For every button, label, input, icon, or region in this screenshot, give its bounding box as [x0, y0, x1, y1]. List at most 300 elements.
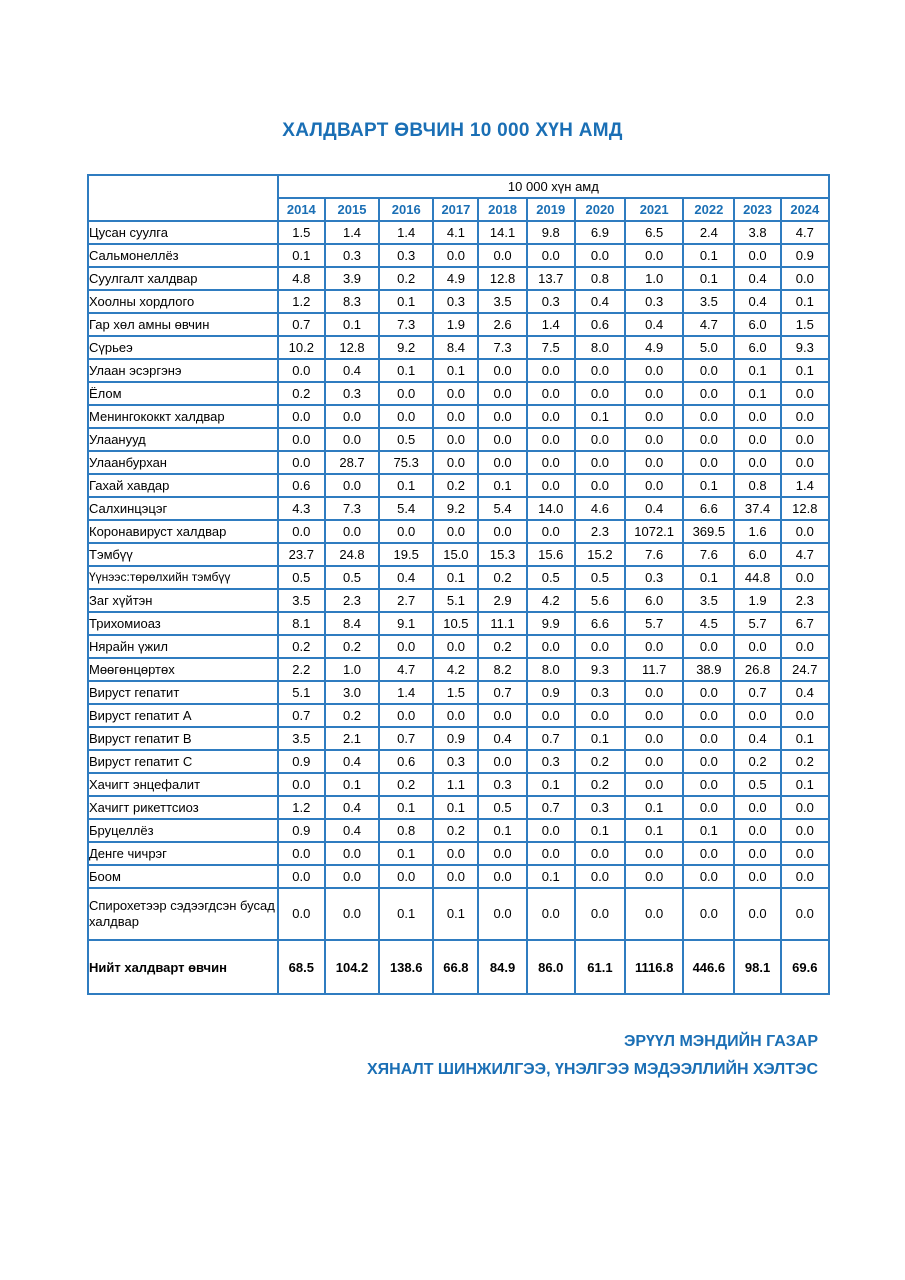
- rate-cell-2022: 0.1: [684, 820, 735, 843]
- rate-cell-2014: 0.7: [279, 705, 326, 728]
- rate-cell-2016: 0.1: [380, 360, 434, 383]
- rate-cell-2014: 0.0: [279, 866, 326, 889]
- rate-cell-2016: 0.7: [380, 728, 434, 751]
- rate-cell-2021: 0.0: [626, 774, 684, 797]
- table-row: [89, 475, 830, 498]
- rate-cell-2016: 0.8: [380, 820, 434, 843]
- rate-cell-2016: 5.4: [380, 498, 434, 521]
- rate-cell-2017: 4.1: [434, 222, 479, 245]
- rate-cell-2020: 6.9: [576, 222, 626, 245]
- rate-cell-2019: 0.0: [528, 475, 576, 498]
- rate-cell-2017: 5.1: [434, 590, 479, 613]
- year-header-2023: 2023: [735, 199, 781, 222]
- rate-cell-2018: 3.5: [479, 291, 527, 314]
- rate-cell-2023: 0.0: [735, 406, 781, 429]
- table-row: [89, 245, 830, 268]
- table-row: [89, 567, 830, 590]
- rate-cell-2024: 0.0: [782, 567, 830, 590]
- rate-cell-2016: 0.0: [380, 406, 434, 429]
- rate-cell-2021: 0.1: [626, 797, 684, 820]
- rate-cell-2024: 0.0: [782, 866, 830, 889]
- rate-cell-2020: 0.5: [576, 567, 626, 590]
- table-row: [89, 866, 830, 889]
- rate-cell-2023: 37.4: [735, 498, 781, 521]
- rate-cell-2022: 4.5: [684, 613, 735, 636]
- rate-cell-2016: 0.1: [380, 889, 434, 941]
- rate-cell-2014: 0.0: [279, 360, 326, 383]
- rate-cell-2018: 0.0: [479, 521, 527, 544]
- rate-cell-2019: 0.9: [528, 682, 576, 705]
- rate-cell-2019: 0.0: [528, 521, 576, 544]
- year-header-2018: 2018: [479, 199, 527, 222]
- footer-department: ЭРҮҮЛ МЭНДИЙН ГАЗАР: [623, 1033, 818, 1050]
- table-row: [89, 360, 830, 383]
- rate-cell-2022: 0.0: [684, 774, 735, 797]
- rate-cell-2020: 0.0: [576, 705, 626, 728]
- rate-cell-2020: 2.3: [576, 521, 626, 544]
- rate-cell-2022: 7.6: [684, 544, 735, 567]
- rate-cell-2019: 15.6: [528, 544, 576, 567]
- year-header-2014: 2014: [279, 199, 326, 222]
- rate-cell-2022: 2.4: [684, 222, 735, 245]
- rate-cell-2018: 12.8: [479, 268, 527, 291]
- rate-cell-2014: 1.5: [279, 222, 326, 245]
- rate-cell-2014: 0.1: [279, 245, 326, 268]
- rate-cell-2015: 1.0: [326, 659, 380, 682]
- rate-cell-2014: 23.7: [279, 544, 326, 567]
- rate-cell-2019: 0.5: [528, 567, 576, 590]
- rate-cell-2019: 0.0: [528, 705, 576, 728]
- disease-name: Вируст гепатит В: [89, 728, 279, 751]
- rate-cell-2015: 0.0: [326, 843, 380, 866]
- rate-cell-2015: 2.1: [326, 728, 380, 751]
- rate-cell-2018: 0.2: [479, 567, 527, 590]
- rate-cell-2023: 6.0: [735, 337, 781, 360]
- rate-cell-2014: 0.0: [279, 521, 326, 544]
- rate-cell-2023: 0.0: [735, 452, 781, 475]
- rate-cell-2015: 0.4: [326, 820, 380, 843]
- rate-cell-2018: 0.0: [479, 360, 527, 383]
- rate-cell-2014: 68.5: [279, 941, 326, 995]
- disease-name: Коронавируст халдвар: [89, 521, 279, 544]
- rate-cell-2017: 0.0: [434, 383, 479, 406]
- rate-cell-2019: 9.8: [528, 222, 576, 245]
- rate-cell-2018: 11.1: [479, 613, 527, 636]
- rate-cell-2023: 3.8: [735, 222, 781, 245]
- rate-cell-2024: 0.1: [782, 360, 830, 383]
- rate-cell-2018: 0.3: [479, 774, 527, 797]
- rate-cell-2016: 0.0: [380, 866, 434, 889]
- rate-cell-2022: 0.0: [684, 751, 735, 774]
- rate-cell-2015: 0.4: [326, 360, 380, 383]
- rate-cell-2019: 13.7: [528, 268, 576, 291]
- disease-name: Цусан суулга: [89, 222, 279, 245]
- rate-cell-2018: 0.0: [479, 751, 527, 774]
- rate-cell-2024: 0.0: [782, 429, 830, 452]
- rate-cell-2021: 1116.8: [626, 941, 684, 995]
- rate-cell-2021: 0.0: [626, 751, 684, 774]
- disease-name: Салхинцэцэг: [89, 498, 279, 521]
- year-header-2024: 2024: [782, 199, 830, 222]
- rate-cell-2018: 0.5: [479, 797, 527, 820]
- rate-cell-2023: 98.1: [735, 941, 781, 995]
- rate-cell-2022: 5.0: [684, 337, 735, 360]
- rate-cell-2020: 0.0: [576, 360, 626, 383]
- rate-cell-2015: 0.4: [326, 751, 380, 774]
- rate-cell-2014: 1.2: [279, 797, 326, 820]
- rate-cell-2021: 0.0: [626, 360, 684, 383]
- rate-cell-2017: 0.2: [434, 475, 479, 498]
- rate-cell-2016: 1.4: [380, 682, 434, 705]
- rate-cell-2023: 5.7: [735, 613, 781, 636]
- rate-cell-2014: 0.0: [279, 406, 326, 429]
- rate-cell-2024: 0.0: [782, 636, 830, 659]
- rate-cell-2021: 0.0: [626, 245, 684, 268]
- rate-cell-2018: 0.7: [479, 682, 527, 705]
- table-row: [89, 498, 830, 521]
- rate-cell-2020: 61.1: [576, 941, 626, 995]
- rate-cell-2023: 0.4: [735, 728, 781, 751]
- rate-cell-2021: 0.1: [626, 820, 684, 843]
- rate-cell-2024: 0.0: [782, 406, 830, 429]
- rate-cell-2024: 0.2: [782, 751, 830, 774]
- rate-cell-2018: 8.2: [479, 659, 527, 682]
- table-row: [89, 314, 830, 337]
- rate-cell-2019: 4.2: [528, 590, 576, 613]
- rate-cell-2018: 0.0: [479, 452, 527, 475]
- rate-cell-2022: 0.0: [684, 705, 735, 728]
- rate-cell-2019: 0.1: [528, 774, 576, 797]
- rate-cell-2018: 2.6: [479, 314, 527, 337]
- rate-cell-2022: 0.0: [684, 797, 735, 820]
- rate-cell-2017: 0.0: [434, 406, 479, 429]
- rate-cell-2019: 0.1: [528, 866, 576, 889]
- rate-cell-2019: 0.0: [528, 406, 576, 429]
- rate-cell-2017: 1.5: [434, 682, 479, 705]
- rate-cell-2014: 0.0: [279, 774, 326, 797]
- rate-cell-2017: 0.1: [434, 567, 479, 590]
- rate-cell-2020: 8.0: [576, 337, 626, 360]
- rate-cell-2022: 0.1: [684, 268, 735, 291]
- rate-cell-2024: 4.7: [782, 222, 830, 245]
- rate-cell-2015: 0.0: [326, 429, 380, 452]
- rate-cell-2019: 0.0: [528, 383, 576, 406]
- disease-name: Тэмбүү: [89, 544, 279, 567]
- disease-name: Гар хөл амны өвчин: [89, 314, 279, 337]
- rate-cell-2014: 0.0: [279, 843, 326, 866]
- rate-cell-2015: 0.0: [326, 475, 380, 498]
- rate-cell-2014: 0.0: [279, 889, 326, 941]
- year-header-2016: 2016: [380, 199, 434, 222]
- rate-cell-2017: 0.0: [434, 866, 479, 889]
- table-row: [89, 728, 830, 751]
- disease-name: Сүрьеэ: [89, 337, 279, 360]
- rate-cell-2018: 2.9: [479, 590, 527, 613]
- rate-cell-2022: 0.0: [684, 452, 735, 475]
- rate-cell-2017: 0.0: [434, 245, 479, 268]
- rate-cell-2016: 75.3: [380, 452, 434, 475]
- rate-cell-2014: 0.2: [279, 383, 326, 406]
- rate-cell-2019: 0.0: [528, 429, 576, 452]
- disease-name: Боом: [89, 866, 279, 889]
- rate-cell-2024: 0.0: [782, 843, 830, 866]
- rate-cell-2018: 0.0: [479, 429, 527, 452]
- rate-cell-2022: 0.0: [684, 889, 735, 941]
- total-row: [89, 941, 830, 995]
- row-header-corner: [89, 176, 279, 222]
- rate-cell-2021: 0.0: [626, 843, 684, 866]
- table-row: [89, 337, 830, 360]
- rate-cell-2015: 0.0: [326, 889, 380, 941]
- rate-cell-2019: 0.0: [528, 360, 576, 383]
- rate-cell-2018: 0.0: [479, 705, 527, 728]
- rate-cell-2024: 0.1: [782, 728, 830, 751]
- disease-name: Вируст гепатит А: [89, 705, 279, 728]
- rate-cell-2023: 0.0: [735, 843, 781, 866]
- rate-cell-2018: 0.0: [479, 889, 527, 941]
- rate-cell-2023: 0.0: [735, 245, 781, 268]
- rate-cell-2018: 0.0: [479, 383, 527, 406]
- rate-cell-2020: 0.8: [576, 268, 626, 291]
- rate-cell-2016: 0.2: [380, 268, 434, 291]
- rate-cell-2019: 8.0: [528, 659, 576, 682]
- rate-cell-2021: 1072.1: [626, 521, 684, 544]
- rate-cell-2014: 2.2: [279, 659, 326, 682]
- year-header-2019: 2019: [528, 199, 576, 222]
- rate-cell-2015: 8.3: [326, 291, 380, 314]
- rate-cell-2017: 0.3: [434, 751, 479, 774]
- rate-cell-2024: 12.8: [782, 498, 830, 521]
- rate-cell-2024: 0.0: [782, 452, 830, 475]
- rate-cell-2020: 0.0: [576, 475, 626, 498]
- table-row: [89, 291, 830, 314]
- rate-cell-2018: 0.0: [479, 245, 527, 268]
- rate-cell-2023: 0.7: [735, 682, 781, 705]
- rate-cell-2020: 0.0: [576, 429, 626, 452]
- rate-cell-2017: 0.1: [434, 797, 479, 820]
- rate-cell-2021: 0.0: [626, 383, 684, 406]
- rate-cell-2017: 0.0: [434, 843, 479, 866]
- rate-cell-2015: 0.5: [326, 567, 380, 590]
- rate-cell-2022: 446.6: [684, 941, 735, 995]
- rate-cell-2016: 7.3: [380, 314, 434, 337]
- rate-cell-2016: 0.0: [380, 636, 434, 659]
- rate-cell-2020: 4.6: [576, 498, 626, 521]
- rate-cell-2020: 0.0: [576, 889, 626, 941]
- rate-cell-2014: 8.1: [279, 613, 326, 636]
- rate-cell-2016: 0.0: [380, 705, 434, 728]
- rate-cell-2014: 0.0: [279, 452, 326, 475]
- rate-cell-2020: 6.6: [576, 613, 626, 636]
- disease-name: Улаанбурхан: [89, 452, 279, 475]
- rate-cell-2020: 0.0: [576, 636, 626, 659]
- rate-cell-2024: 9.3: [782, 337, 830, 360]
- disease-name: Нийт халдварт өвчин: [89, 941, 279, 995]
- rate-cell-2017: 0.0: [434, 521, 479, 544]
- rate-cell-2024: 1.5: [782, 314, 830, 337]
- year-header-2015: 2015: [326, 199, 380, 222]
- rate-cell-2015: 0.3: [326, 383, 380, 406]
- rate-cell-2018: 0.1: [479, 475, 527, 498]
- rate-cell-2023: 0.0: [735, 820, 781, 843]
- rate-cell-2017: 0.0: [434, 705, 479, 728]
- rate-cell-2023: 0.1: [735, 383, 781, 406]
- table-row: [89, 751, 830, 774]
- rate-cell-2022: 38.9: [684, 659, 735, 682]
- rate-cell-2021: 0.3: [626, 291, 684, 314]
- rate-cell-2024: 0.4: [782, 682, 830, 705]
- rate-cell-2021: 0.0: [626, 452, 684, 475]
- rate-cell-2024: 6.7: [782, 613, 830, 636]
- rate-cell-2015: 0.3: [326, 245, 380, 268]
- disease-name: Хачигт энцефалит: [89, 774, 279, 797]
- rate-cell-2022: 0.0: [684, 360, 735, 383]
- rate-cell-2019: 86.0: [528, 941, 576, 995]
- rate-cell-2016: 19.5: [380, 544, 434, 567]
- rate-cell-2016: 0.5: [380, 429, 434, 452]
- rate-cell-2015: 24.8: [326, 544, 380, 567]
- rate-cell-2014: 0.9: [279, 751, 326, 774]
- rate-cell-2023: 1.9: [735, 590, 781, 613]
- rate-cell-2021: 0.3: [626, 567, 684, 590]
- disease-name: Спирохетээр сэдээгдсэн бусад халдвар: [89, 889, 279, 941]
- rate-cell-2019: 0.0: [528, 820, 576, 843]
- rate-cell-2022: 0.0: [684, 866, 735, 889]
- disease-name: Улаан эсэргэнэ: [89, 360, 279, 383]
- rate-cell-2015: 0.2: [326, 705, 380, 728]
- rate-cell-2016: 0.1: [380, 475, 434, 498]
- rate-cell-2023: 0.4: [735, 291, 781, 314]
- rate-cell-2018: 0.1: [479, 820, 527, 843]
- rate-cell-2019: 1.4: [528, 314, 576, 337]
- rate-cell-2016: 0.4: [380, 567, 434, 590]
- rate-cell-2020: 0.6: [576, 314, 626, 337]
- rate-cell-2015: 7.3: [326, 498, 380, 521]
- rate-cell-2019: 0.0: [528, 843, 576, 866]
- rate-cell-2016: 0.1: [380, 797, 434, 820]
- rate-cell-2019: 9.9: [528, 613, 576, 636]
- rate-cell-2022: 0.0: [684, 406, 735, 429]
- rate-cell-2022: 4.7: [684, 314, 735, 337]
- rate-cell-2022: 0.0: [684, 728, 735, 751]
- rate-cell-2018: 0.4: [479, 728, 527, 751]
- unit-header: 10 000 хүн амд: [279, 176, 830, 199]
- rate-cell-2022: 0.1: [684, 245, 735, 268]
- rate-cell-2023: 0.0: [735, 797, 781, 820]
- rate-cell-2017: 9.2: [434, 498, 479, 521]
- rate-cell-2024: 0.9: [782, 245, 830, 268]
- rate-cell-2016: 0.3: [380, 245, 434, 268]
- rate-cell-2021: 0.0: [626, 728, 684, 751]
- rate-cell-2024: 0.0: [782, 797, 830, 820]
- rate-cell-2015: 3.0: [326, 682, 380, 705]
- disease-name: Мөөгөнцөртөх: [89, 659, 279, 682]
- rate-cell-2016: 138.6: [380, 941, 434, 995]
- rate-cell-2020: 9.3: [576, 659, 626, 682]
- rate-cell-2018: 7.3: [479, 337, 527, 360]
- rate-cell-2021: 0.0: [626, 866, 684, 889]
- rate-cell-2015: 8.4: [326, 613, 380, 636]
- rate-cell-2020: 5.6: [576, 590, 626, 613]
- disease-name: Денге чичрэг: [89, 843, 279, 866]
- rate-cell-2021: 6.5: [626, 222, 684, 245]
- rate-cell-2018: 0.0: [479, 406, 527, 429]
- rate-cell-2022: 0.0: [684, 682, 735, 705]
- rate-cell-2018: 84.9: [479, 941, 527, 995]
- rate-cell-2023: 0.0: [735, 705, 781, 728]
- rate-cell-2019: 0.7: [528, 728, 576, 751]
- rate-cell-2021: 0.4: [626, 498, 684, 521]
- rate-cell-2022: 369.5: [684, 521, 735, 544]
- rate-cell-2017: 4.9: [434, 268, 479, 291]
- table-row: [89, 774, 830, 797]
- rate-cell-2020: 0.3: [576, 682, 626, 705]
- rate-cell-2022: 0.0: [684, 636, 735, 659]
- year-header-2020: 2020: [576, 199, 626, 222]
- rate-cell-2023: 1.6: [735, 521, 781, 544]
- rate-cell-2022: 6.6: [684, 498, 735, 521]
- rate-cell-2014: 10.2: [279, 337, 326, 360]
- rate-cell-2019: 14.0: [528, 498, 576, 521]
- rate-cell-2019: 0.0: [528, 636, 576, 659]
- rate-cell-2023: 6.0: [735, 544, 781, 567]
- table-row: [89, 843, 830, 866]
- rate-cell-2015: 12.8: [326, 337, 380, 360]
- rate-cell-2024: 0.1: [782, 774, 830, 797]
- rate-cell-2024: 2.3: [782, 590, 830, 613]
- table-row: [89, 521, 830, 544]
- rate-cell-2014: 4.8: [279, 268, 326, 291]
- rate-cell-2014: 1.2: [279, 291, 326, 314]
- rate-cell-2020: 0.0: [576, 452, 626, 475]
- table-row: [89, 406, 830, 429]
- table-row: [89, 682, 830, 705]
- rate-cell-2014: 0.6: [279, 475, 326, 498]
- rate-cell-2018: 5.4: [479, 498, 527, 521]
- rate-cell-2014: 3.5: [279, 728, 326, 751]
- rate-cell-2014: 0.2: [279, 636, 326, 659]
- rate-cell-2022: 0.0: [684, 843, 735, 866]
- rate-cell-2019: 0.0: [528, 889, 576, 941]
- disease-name: Хоолны хордлого: [89, 291, 279, 314]
- rate-cell-2021: 5.7: [626, 613, 684, 636]
- rate-cell-2015: 104.2: [326, 941, 380, 995]
- rate-cell-2024: 0.0: [782, 820, 830, 843]
- footer-division: ХЯНАЛТ ШИНЖИЛГЭЭ, ҮНЭЛГЭЭ МЭДЭЭЛЛИЙН ХЭЛТЭС: [366, 1061, 818, 1078]
- rate-cell-2021: 0.0: [626, 889, 684, 941]
- rate-cell-2018: 0.0: [479, 866, 527, 889]
- rate-cell-2016: 0.0: [380, 521, 434, 544]
- rate-cell-2017: 1.9: [434, 314, 479, 337]
- table-body: [89, 222, 830, 995]
- rate-cell-2016: 0.1: [380, 291, 434, 314]
- rate-cell-2020: 0.1: [576, 820, 626, 843]
- table-row: [89, 429, 830, 452]
- page-title: ХАЛДВАРТ ӨВЧИН 10 000 ХҮН АМД: [282, 120, 623, 141]
- year-header-2022: 2022: [684, 199, 735, 222]
- rate-cell-2022: 0.1: [684, 567, 735, 590]
- rate-cell-2018: 0.2: [479, 636, 527, 659]
- rate-cell-2022: 0.0: [684, 429, 735, 452]
- table-row: [89, 797, 830, 820]
- rate-cell-2017: 0.3: [434, 291, 479, 314]
- rate-cell-2024: 0.0: [782, 705, 830, 728]
- table-row: [89, 613, 830, 636]
- table-row: [89, 383, 830, 406]
- rate-cell-2021: 4.9: [626, 337, 684, 360]
- rate-cell-2023: 0.0: [735, 889, 781, 941]
- disease-name: Гахай хавдар: [89, 475, 279, 498]
